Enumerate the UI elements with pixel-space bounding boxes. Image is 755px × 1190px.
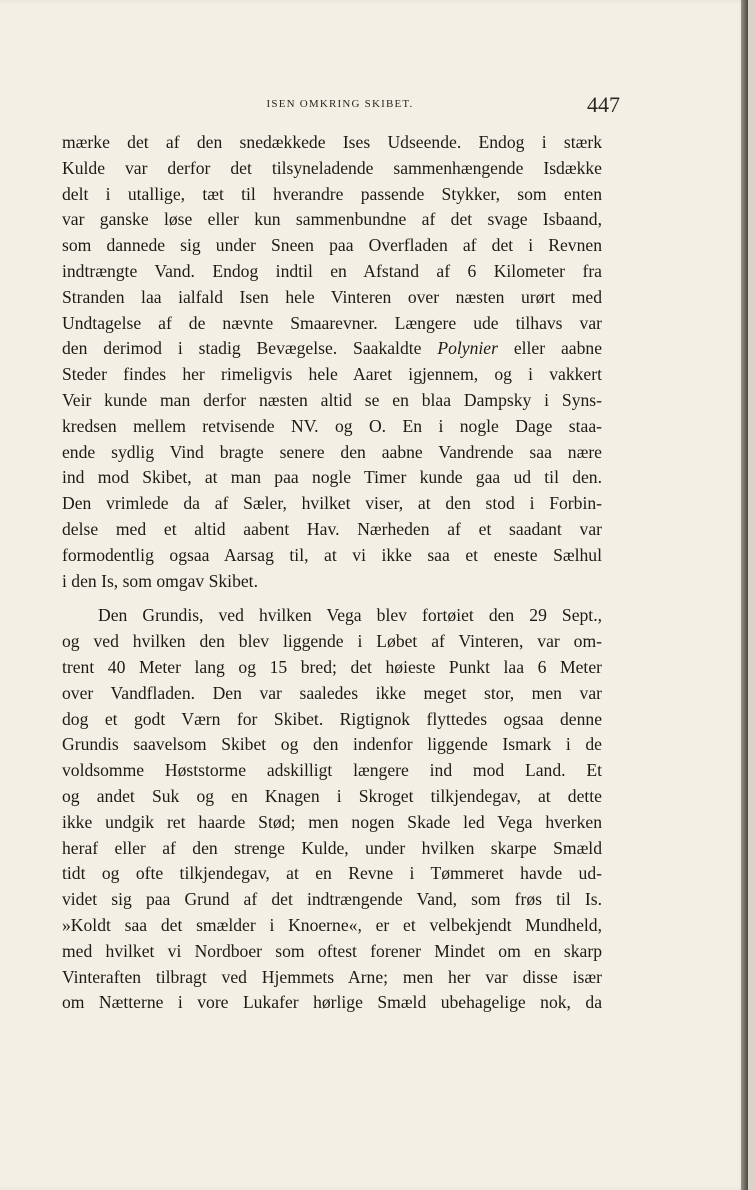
text-line: mærke det af den snedækkede Ises Udseende. Endog i stærk — [62, 132, 602, 152]
text-line: Kulde var derfor det tilsyneladende sammenhængende Isdække — [62, 157, 602, 178]
text-line: kredsen mellem retvisende NV. og O. En i nogle Dage staa- — [62, 415, 602, 436]
text-line: ikke undgik ret haarde Stød; men nogen Skade led Vega hverken — [62, 811, 602, 832]
text-line: heraf eller af den strenge Kulde, under hvilken skarpe Smæld — [62, 837, 602, 858]
text-line: og andet Suk og en Knagen i Skroget tilkjendegav, at dette — [62, 785, 602, 806]
text-line: »Koldt saa det smælder i Knoerne«, er et velbekjendt Mundheld, — [62, 914, 602, 935]
text-line-with-italic — [62, 336, 602, 362]
text-line: Stranden laa ialfald Isen hele Vinteren over næsten urørt med — [62, 286, 602, 307]
text-line: ind mod Skibet, at man paa nogle Timer kunde gaa ud til den. — [62, 467, 602, 488]
text-line: som dannede sig under Sneen paa Overfladen af det i Revnen — [62, 235, 602, 256]
running-head: ISEN OMKRING SKIBET. — [266, 98, 414, 110]
text-line: Den Grundis, ved hvilken Vega blev fortøiet den 29 Sept., — [98, 605, 602, 626]
text-line: i den Is, som omgav Skibet. — [62, 570, 258, 591]
text-line: delse med et altid aabent Hav. Nærheden af et saadant var — [62, 518, 602, 539]
text-line: dog et godt Værn for Skibet. Rigtignok flyttedes ogsaa denne — [62, 708, 602, 729]
text-line: voldsomme Høststorme adskilligt længere ind mod Land. Et — [62, 760, 602, 781]
text-segment: eller aabne — [497, 338, 603, 359]
text-line: over Vandfladen. Den var saaledes ikke meget stor, men var — [62, 682, 602, 703]
text-line: delt i utallige, tæt til hverandre passende Stykker, som enten — [62, 183, 602, 204]
text-line: indtrængte Vand. Endog indtil en Afstand af 6 Kilometer fra — [62, 260, 602, 281]
page-edge — [741, 0, 748, 1190]
text-line: formodentlig ogsaa Aarsag til, at vi ikke saa et eneste Sælhul — [62, 544, 602, 565]
text-line: Undtagelse af de nævnte Smaarevner. Længere ude tilhavs var — [62, 312, 602, 333]
text-line: tidt og ofte tilkjendegav, at en Revne i Tømmeret havde ud- — [62, 863, 602, 884]
text-line: med hvilket vi Nordboer som oftest forener Mindet om en skarp — [62, 940, 602, 961]
text-line: Den vrimlede da af Sæler, hvilket viser, at den stod i Forbin- — [62, 493, 602, 514]
text-line: videt sig paa Grund af det indtrængende Vand, som frøs til Is. — [62, 889, 602, 910]
text-segment: den derimod i stadig Bevægelse. Saakaldte — [62, 338, 438, 359]
text-line: om Nætterne i vore Lukafer hørlige Smæld ubehagelige nok, da — [62, 992, 602, 1013]
text-line: Vinteraften tilbragt ved Hjemmets Arne; men her var disse især — [62, 966, 602, 987]
italic-term: Polynier — [437, 338, 498, 359]
text-line: trent 40 Meter lang og 15 bred; det høieste Punkt laa 6 Meter — [62, 656, 602, 677]
text-line: Grundis saavelsom Skibet og den indenfor liggende Ismark i de — [62, 734, 602, 755]
text-line: var ganske løse eller kun sammenbundne af det svage Isbaand, — [62, 209, 602, 230]
text-line: og ved hvilken den blev liggende i Løbet af Vinteren, var om- — [62, 631, 602, 652]
text-line: Veir kunde man derfor næsten altid se en blaa Dampsky i Syns- — [62, 389, 602, 410]
body-text — [62, 130, 602, 1016]
page-header — [60, 92, 620, 122]
page-number: 447 — [587, 92, 620, 117]
text-line: Steder findes her rimeligvis hele Aaret igjennem, og i vakkert — [62, 364, 602, 385]
paragraph-gap — [62, 594, 602, 603]
text-line: ende sydlig Vind bragte senere den aabne Vandrende saa nære — [62, 441, 602, 462]
